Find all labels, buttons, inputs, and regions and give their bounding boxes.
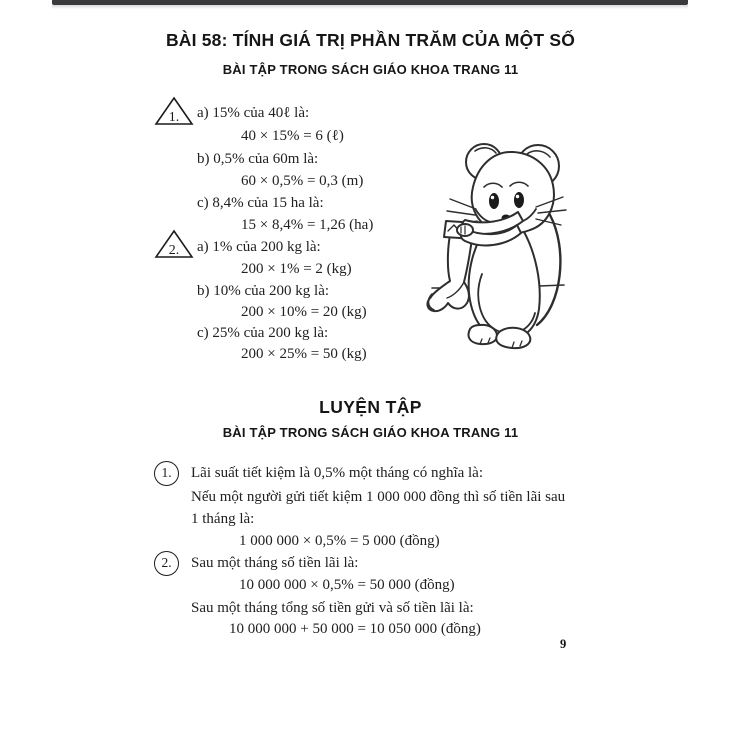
page-top-edge-shadow (52, 5, 688, 9)
page-number: 9 (560, 637, 567, 651)
lt-ex1-line1: Lãi suất tiết kiệm là 0,5% một tháng có nghĩa là: (191, 465, 484, 481)
exercise-2-triangle-marker (153, 229, 195, 260)
svg-text:1.: 1. (168, 110, 180, 125)
sgk-ex1-answer-a: 40 × 15% = 6 (ℓ) (241, 128, 344, 144)
lt-ex2-line1: Sau một tháng số tiền lãi là: (191, 555, 359, 571)
svg-text:2.: 2. (168, 243, 180, 258)
lesson-title: BÀI 58: TÍNH GIÁ TRỊ PHẦN TRĂM CỦA MỘT SỐ (165, 30, 576, 50)
sgk-ex1-question-c: c) 8,4% của 15 ha là: (197, 195, 324, 211)
exercise-1-triangle-marker (153, 96, 195, 127)
practice-title: LUYỆN TẬP (319, 397, 422, 417)
sgk-ex2-question-b: b) 10% của 200 kg là: (197, 283, 330, 299)
mouse-illustration (420, 133, 575, 353)
mouse-foot (468, 325, 497, 344)
mouse-eye (489, 193, 499, 209)
floor-line (539, 285, 564, 286)
sgk-ex2-question-c: c) 25% của 200 kg là: (197, 325, 329, 341)
sgk-ex1-question-a: a) 15% của 40ℓ là: (197, 105, 310, 121)
sgk-ex1-answer-c: 15 × 8,4% = 1,26 (ha) (241, 217, 374, 233)
lt-ex1-line3: 1 tháng là: (191, 511, 255, 527)
lt-ex2-formula1: 10 000 000 × 0,5% = 50 000 (đồng) (239, 577, 455, 593)
lesson-subtitle: BÀI TẬP TRONG SÁCH GIÁO KHOA TRANG 11 (222, 62, 519, 77)
sgk-ex1-question-b: b) 0,5% của 60m là: (197, 151, 319, 167)
sgk-ex2-question-a: a) 1% của 200 kg là: (197, 239, 321, 255)
practice-1-circle-marker: 1. (154, 461, 179, 486)
sgk-ex2-answer-b: 200 × 10% = 20 (kg) (241, 304, 367, 320)
lt-ex2-formula2: 10 000 000 + 50 000 = 10 050 000 (đồng) (229, 621, 481, 637)
lt-ex1-formula: 1 000 000 × 0,5% = 5 000 (đồng) (239, 533, 440, 549)
sgk-ex2-answer-c: 200 × 25% = 50 (kg) (241, 346, 367, 362)
lt-ex2-line2: Sau một tháng tổng số tiền gửi và số tiền lãi là: (191, 600, 474, 616)
sgk-ex1-answer-b: 60 × 0,5% = 0,3 (m) (241, 173, 364, 189)
practice-subtitle: BÀI TẬP TRONG SÁCH GIÁO KHOA TRANG 11 (222, 425, 519, 440)
practice-2-circle-marker: 2. (154, 551, 179, 576)
mouse-eye (514, 192, 524, 208)
lt-ex1-line2: Nếu một người gửi tiết kiệm 1 000 000 đồng thì số tiền lãi sau (191, 489, 566, 505)
sgk-ex2-answer-a: 200 × 1% = 2 (kg) (241, 261, 352, 277)
